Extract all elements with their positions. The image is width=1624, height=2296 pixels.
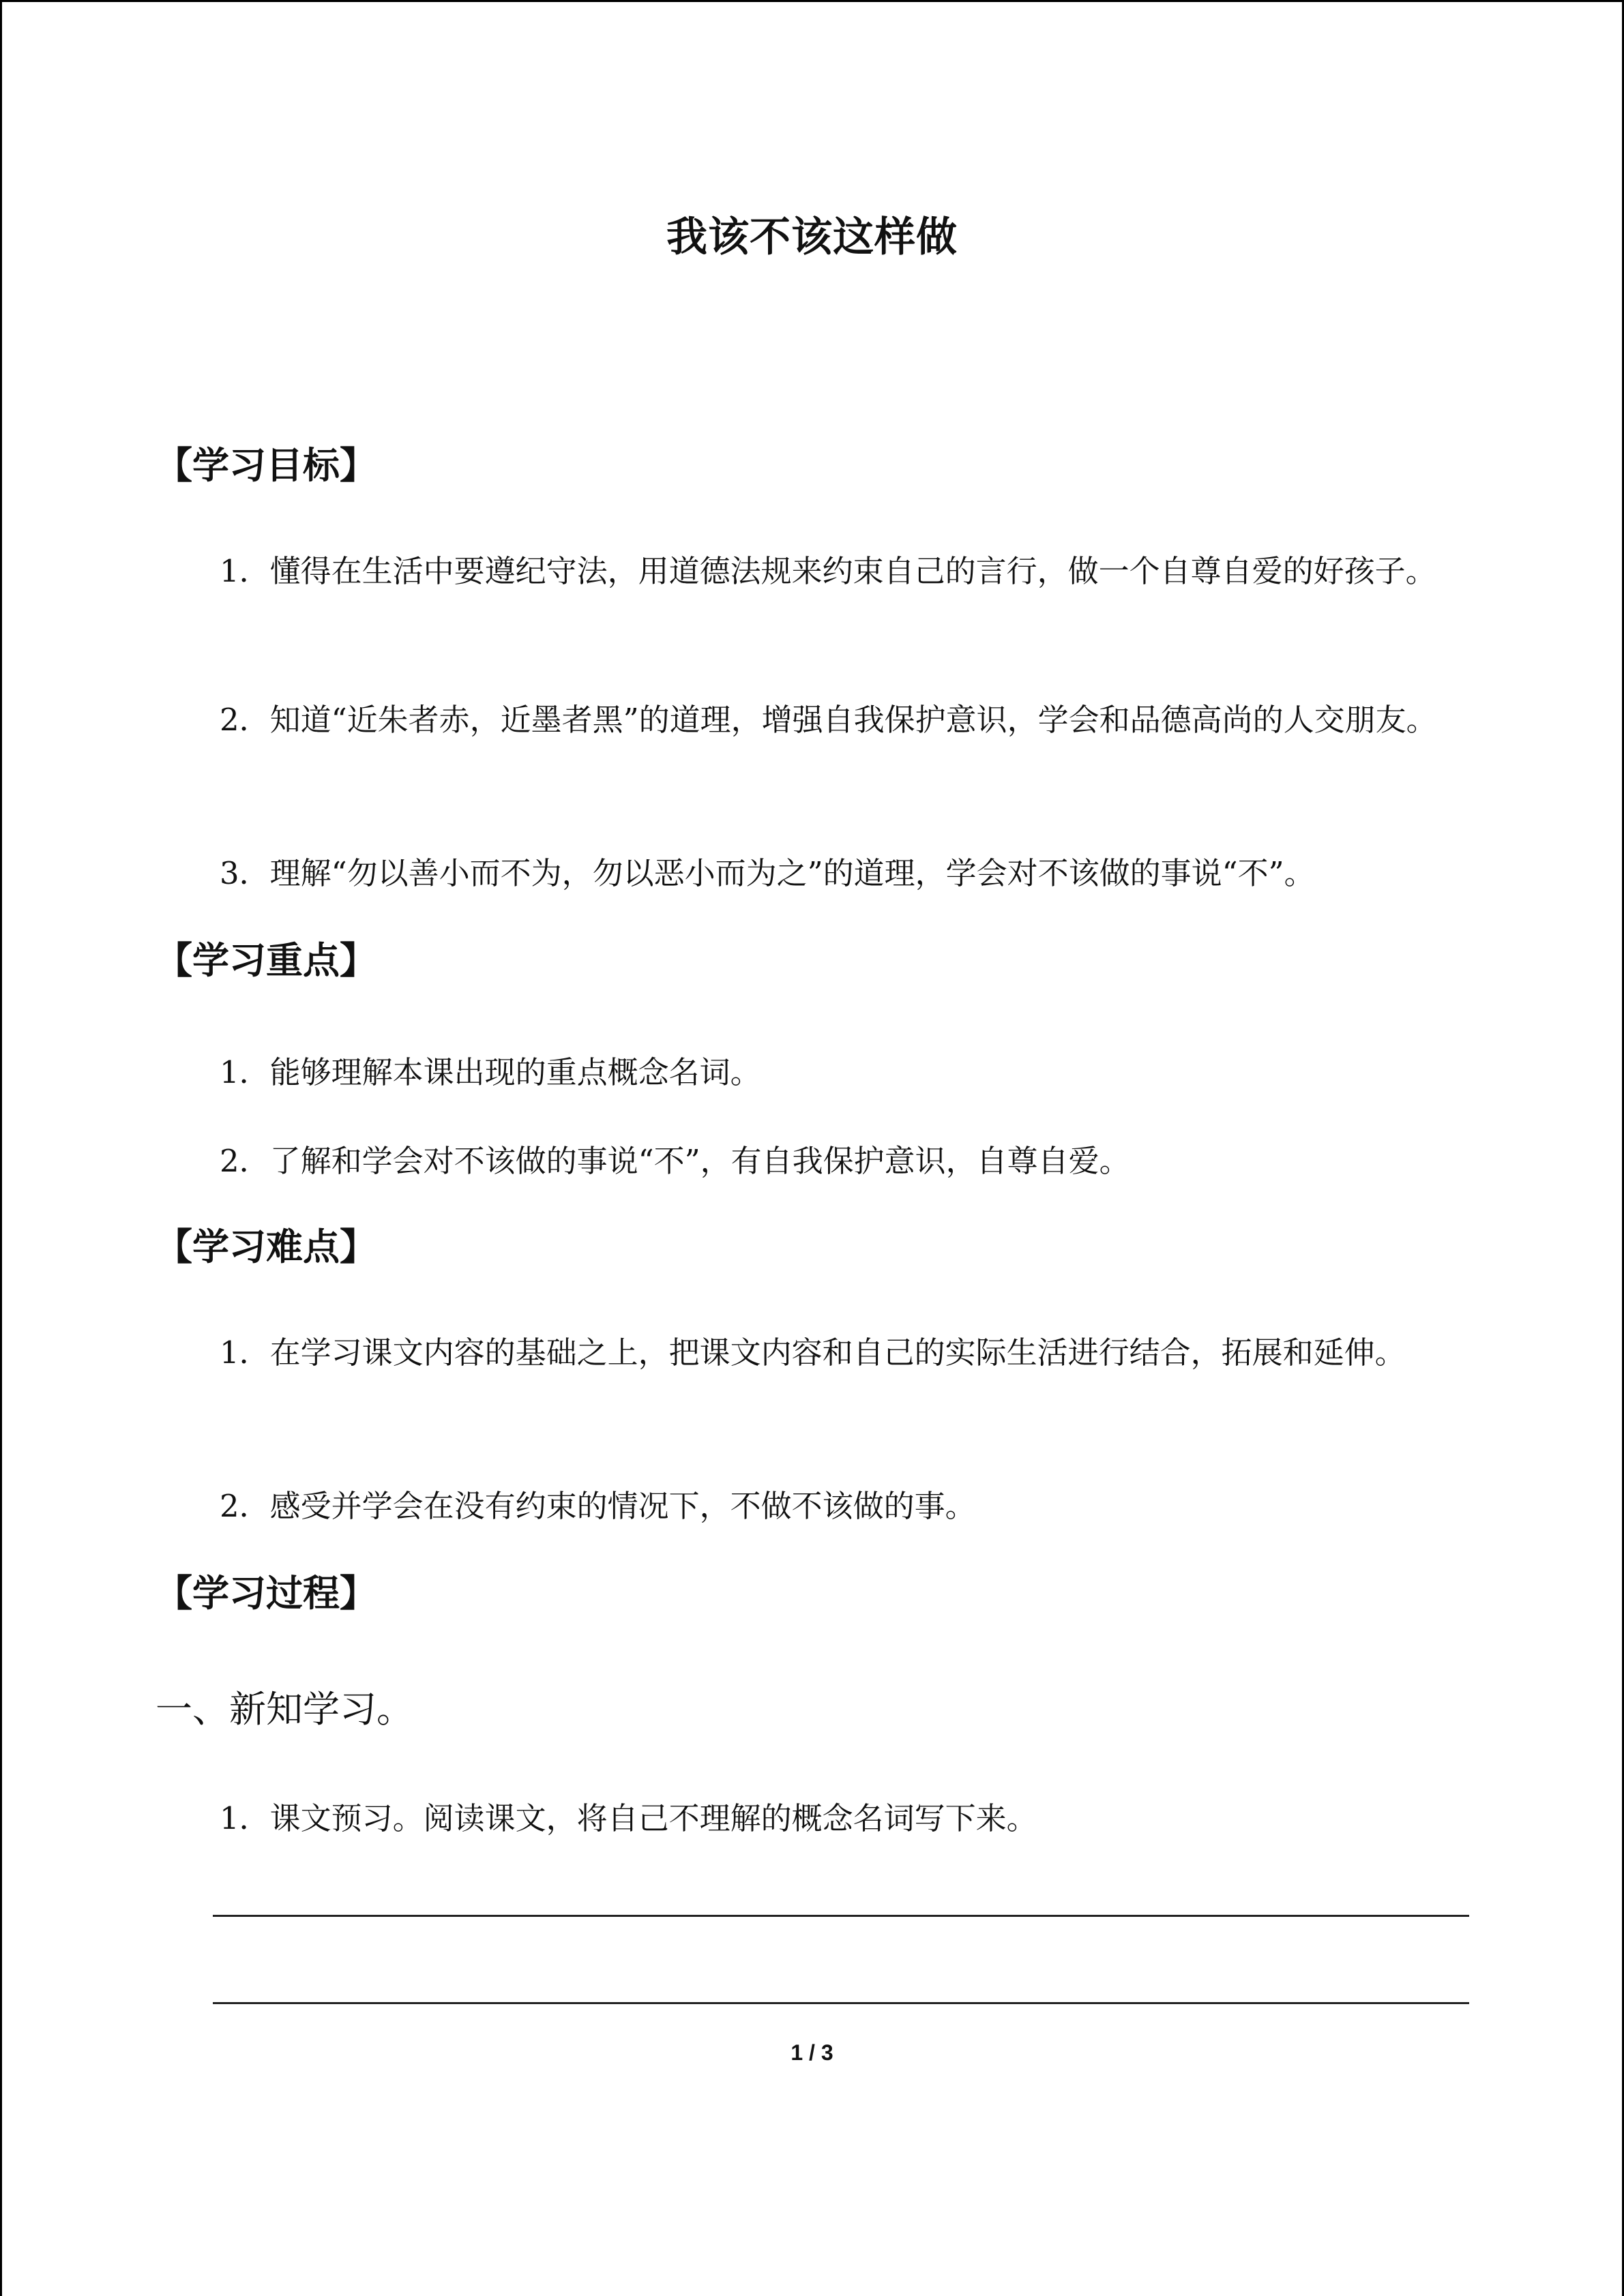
difficulties-heading: 【学习难点】 <box>156 1225 377 1268</box>
goal-item-1: 1．懂得在生活中要遵纪守法，用道德法规来约束自己的言行，做一个自尊自爱的好孩子。 <box>220 553 1436 589</box>
goal-item-2: 2．知道“近朱者赤，近墨者黑”的道理，增强自我保护意识，学会和品德高尚的人交朋友。 <box>220 702 1437 738</box>
key-point-item-2: 2．了解和学会对不该做的事说“不”，有自我保护意识，自尊自爱。 <box>220 1143 1130 1179</box>
key-points-heading: 【学习重点】 <box>156 939 377 982</box>
difficulty-item-2: 2．感受并学会在没有约束的情况下，不做不该做的事。 <box>220 1488 976 1524</box>
difficulty-item-1: 1．在学习课文内容的基础之上，把课文内容和自己的实际生活进行结合，拓展和延伸。 <box>220 1335 1406 1371</box>
process-item-1: 1．课文预习。阅读课文，将自己不理解的概念名词写下来。 <box>220 1800 1037 1836</box>
goals-heading: 【学习目标】 <box>156 444 377 487</box>
answer-line-1[interactable] <box>213 1915 1469 1917</box>
goal-item-3: 3．理解“勿以善小而不为，勿以恶小而为之”的道理，学会对不该做的事说“不”。 <box>220 855 1315 891</box>
key-point-item-1: 1．能够理解本课出现的重点概念名词。 <box>220 1054 761 1090</box>
document-title: 我该不该这样做 <box>666 213 958 261</box>
page-number: 1 / 3 <box>791 2040 833 2065</box>
process-heading: 【学习过程】 <box>156 1572 377 1615</box>
process-subheading: 一、新知学习。 <box>156 1688 413 1731</box>
answer-line-2[interactable] <box>213 2002 1469 2004</box>
